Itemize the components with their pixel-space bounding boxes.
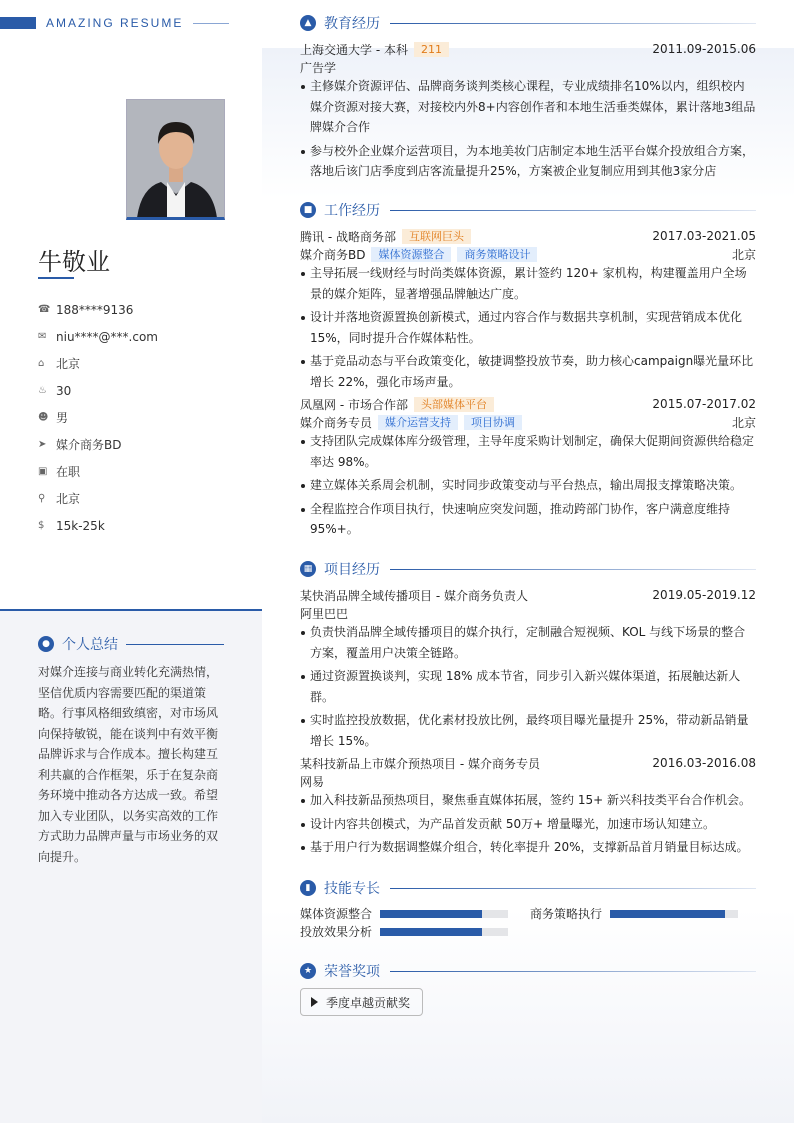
job-bullets xyxy=(300,263,756,392)
list-item: 主修媒介资源评估、品牌商务谈判类核心课程，专业成绩排名10%以内，组织校内媒介资源对接大赛，对接校内外8+内容创作者和本地生活垂类媒体，累计落地3组品牌媒介合作 xyxy=(300,76,756,138)
send-icon: ➤ xyxy=(38,439,47,450)
cake-icon: ♨ xyxy=(38,385,47,396)
skill-tag: 项目协调 xyxy=(464,415,522,430)
brand-bar xyxy=(0,17,36,29)
education-entry xyxy=(300,40,756,185)
home-icon: ⌂ xyxy=(38,358,45,369)
list-item: 基于竞品动态与平台政策变化，敏捷调整投放节奏，助力核心campaign曝光量环比增长 22%，强化市场声量。 xyxy=(300,351,756,392)
company-name: 腾讯 - 战略商务部 xyxy=(300,229,396,244)
job-entry xyxy=(300,227,756,395)
projects-title: 项目经历 xyxy=(324,562,380,578)
award-icon: ★ xyxy=(300,963,316,979)
project-bullets xyxy=(300,622,756,751)
location-icon: ⚲ xyxy=(38,493,46,504)
section-divider xyxy=(390,210,756,211)
contact-info-text: niu****@***.com xyxy=(56,329,158,344)
skill-bar-fill xyxy=(380,910,482,918)
bar-chart-icon: ▮ xyxy=(300,880,316,896)
projects-header xyxy=(300,559,756,579)
project-entry xyxy=(300,754,756,861)
list-item: 建立媒体关系周会机制，实时同步政策变动与平台热点，输出周报支撑策略决策。 xyxy=(300,475,756,496)
section-divider xyxy=(390,971,756,972)
section-divider xyxy=(390,23,756,24)
play-icon xyxy=(311,997,318,1007)
project-org: 网易 xyxy=(300,774,325,789)
skill-item xyxy=(300,905,508,922)
name-underline xyxy=(38,277,74,279)
job-bullets xyxy=(300,431,756,540)
work-header xyxy=(300,200,756,220)
phone-icon: ☎ xyxy=(38,304,51,315)
section-divider xyxy=(390,569,756,570)
skill-tag: 媒介运营支持 xyxy=(378,415,458,430)
summary-header xyxy=(38,634,224,654)
summary-title: 个人总结 xyxy=(62,637,118,653)
contact-info-text: 30 xyxy=(56,383,72,398)
contact-info-text: 188****9136 xyxy=(56,302,134,317)
list-item: 设计内容共创模式，为产品首发贡献 50万+ 增量曝光，加速市场认知建立。 xyxy=(300,814,756,835)
list-item: 实时监控投放数据，优化素材投放比例，最终项目曝光量提升 25%，带动新品销量增长 15%。 xyxy=(300,710,756,751)
school-tag: 211 xyxy=(414,42,449,57)
grid-icon: ▦ xyxy=(300,561,316,577)
portrait-illustration xyxy=(127,100,225,218)
project-bullets xyxy=(300,790,756,858)
skill-bar-fill xyxy=(380,928,482,936)
education-bullets xyxy=(300,76,756,182)
salary-icon: $ xyxy=(38,520,45,531)
contact-info-row xyxy=(38,458,248,485)
company-tag: 头部媒体平台 xyxy=(414,397,494,412)
award-item xyxy=(300,988,423,1016)
brand-divider xyxy=(193,23,229,24)
job-role: 媒介商务BD xyxy=(300,247,366,262)
contact-info-row xyxy=(38,323,248,350)
brand-title: AMAZING RESUME xyxy=(46,16,184,30)
list-item: 参与校外企业媒介运营项目，为本地美妆门店制定本地生活平台媒介投放组合方案，落地后该门店季度到店客流量提升25%，方案被企业复制应用到其他3家分店 xyxy=(300,141,756,182)
education-period: 2011.09-2015.06 xyxy=(652,42,756,56)
contact-info-text: 北京 xyxy=(56,492,81,506)
list-item: 基于用户行为数据调整媒介组合，转化率提升 20%，支撑新品首月销量目标达成。 xyxy=(300,837,756,858)
graduation-cap-icon: ▲ xyxy=(300,15,316,31)
skill-name: 商务策略执行 xyxy=(530,907,603,921)
contact-info-row xyxy=(38,296,248,323)
skill-name: 媒体资源整合 xyxy=(300,907,373,921)
list-item: 设计并落地资源置换创新模式，通过内容合作与数据共享机制，实现营销成本优化 15%，同时提升合作媒体粘性。 xyxy=(300,307,756,348)
skills-title: 技能专长 xyxy=(324,881,380,897)
project-period: 2016.03-2016.08 xyxy=(652,756,756,770)
contact-info-row xyxy=(38,404,248,431)
job-period: 2017.03-2021.05 xyxy=(652,229,756,243)
project-name: 某科技新品上市媒介预热项目 - 媒介商务专员 xyxy=(300,756,540,771)
contact-info-text: 北京 xyxy=(56,357,81,371)
skill-bar-fill xyxy=(610,910,725,918)
project-period: 2019.05-2019.12 xyxy=(652,588,756,602)
contact-info-row xyxy=(38,350,248,377)
education-header xyxy=(300,13,756,33)
list-item: 加入科技新品预热项目，聚焦垂直媒体拓展，签约 15+ 新兴科技类平台合作机会。 xyxy=(300,790,756,811)
briefcase-icon: ▣ xyxy=(38,466,48,477)
user-icon: ● xyxy=(38,636,54,652)
gender-icon: ☻ xyxy=(38,412,49,423)
job-role: 媒介商务专员 xyxy=(300,415,373,430)
summary-divider xyxy=(126,644,224,645)
list-item: 通过资源置换谈判，实现 18% 成本节省，同步引入新兴媒体渠道，拓展触达新人群。 xyxy=(300,666,756,707)
contact-info-row xyxy=(38,431,248,458)
contact-info-text: 媒介商务BD xyxy=(56,438,122,452)
education-major: 广告学 xyxy=(300,60,337,75)
job-period: 2015.07-2017.02 xyxy=(652,397,756,411)
skill-bar xyxy=(380,928,508,936)
education-title: 教育经历 xyxy=(324,16,380,32)
contact-info-row xyxy=(38,377,248,404)
skills-header xyxy=(300,878,756,898)
skill-item xyxy=(300,923,508,940)
contact-info-text: 男 xyxy=(56,411,69,425)
job-city: 北京 xyxy=(731,415,756,430)
project-entry xyxy=(300,586,756,754)
project-name: 某快消品牌全域传播项目 - 媒介商务负责人 xyxy=(300,588,528,603)
skill-tag: 商务策略设计 xyxy=(457,247,537,262)
company-name: 凤凰网 - 市场合作部 xyxy=(300,397,408,412)
skill-bar xyxy=(380,910,508,918)
list-item: 全程监控合作项目执行，快速响应突发问题，推动跨部门协作，客户满意度维持 95%+。 xyxy=(300,499,756,540)
work-title: 工作经历 xyxy=(324,203,380,219)
list-item: 负责快消品牌全域传播项目的媒介执行，定制融合短视频、KOL 与线下场景的整合方案，覆盖用户决策全链路。 xyxy=(300,622,756,663)
awards-header xyxy=(300,961,756,981)
contact-info-list xyxy=(38,296,248,539)
profile-photo xyxy=(126,99,225,220)
contact-info-text: 15k-25k xyxy=(56,518,105,533)
briefcase-icon: ■ xyxy=(300,202,316,218)
awards-title: 荣誉奖项 xyxy=(324,964,380,980)
contact-info-row xyxy=(38,512,248,539)
skill-bar xyxy=(610,910,738,918)
section-divider xyxy=(390,888,756,889)
school-name: 上海交通大学 - 本科 xyxy=(300,42,408,57)
candidate-name: 牛敬业 xyxy=(38,248,110,276)
job-city: 北京 xyxy=(731,247,756,262)
brand-header xyxy=(0,16,229,30)
contact-info-text: 在职 xyxy=(56,465,81,479)
email-icon: ✉ xyxy=(38,331,47,342)
list-item: 支持团队完成媒体库分级管理，主导年度采购计划制定，确保大促期间资源供给稳定率达 98%。 xyxy=(300,431,756,472)
contact-info-row xyxy=(38,485,248,512)
skill-name: 投放效果分析 xyxy=(300,925,373,939)
skill-item xyxy=(530,905,738,922)
summary-text: 对媒介连接与商业转化充满热情，坚信优质内容需要匹配的渠道策略。行事风格细致缜密，对市场风向保持敏锐，能在谈判中有效平衡品牌诉求与合作成本。擅长构建互利共赢的合作框架，乐于在复杂商务环境中推动各方达成一致。希望加入专业团队，以务实高效的工作方式助力品牌声量与市场业务的双向提升。 xyxy=(38,665,219,864)
award-name: 季度卓越贡献奖 xyxy=(326,995,411,1010)
job-entry xyxy=(300,395,756,543)
list-item: 主导拓展一线财经与时尚类媒体资源，累计签约 120+ 家机构，构建覆盖用户全场景的媒介矩阵，显著增强品牌触达广度。 xyxy=(300,263,756,304)
skill-tag: 媒体资源整合 xyxy=(371,247,451,262)
company-tag: 互联网巨头 xyxy=(402,229,471,244)
project-org: 阿里巴巴 xyxy=(300,606,349,621)
